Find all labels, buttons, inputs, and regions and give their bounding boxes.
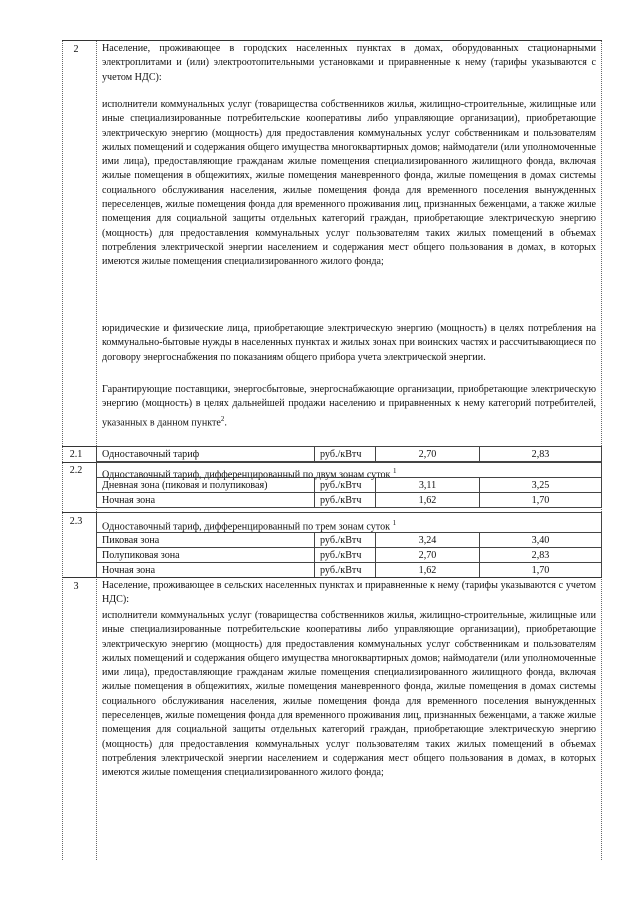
tariff-value: 1,70 — [531, 565, 550, 576]
tariff-label: Ночная зона — [102, 495, 156, 506]
tariff-heading: Одноставочный тариф, дифференцированный по двум зонам суток $^1$ — [102, 467, 397, 481]
tariff-label: Ночная зона — [102, 565, 156, 576]
tariff-unit: руб./кВтч — [320, 550, 362, 561]
tariff-unit: руб./кВтч — [320, 480, 362, 491]
tariff-value: 3,25 — [531, 480, 550, 491]
row2-paragraph-1: исполнители коммунальных услуг (товарищества собственников жилья, жилищно-строительные, жилищные или иные специализированные потребительские кооперативы либо управляющие организации), приобретающие электрическую энергию (мощность) для предоставления коммунальных услуг собственникам и пользователям жилых помещений и содержания общего имущества многоквартирных домов; наймодатели (или уполномоченные ими лица), предоставляющие гражданам жилые помещения специализированного жилищного фонда, включая жилые помещения в общежитиях, жилые помещения маневренного фонда, жилые помещения в домах системы социального обслуживания населения, жилые помещения фонда для временного поселения вынужденных переселенцев, жилые помещения фонда для временного проживания лиц, признанных беженцами, а также жилые помещения для социальной защиты отдельных категорий граждан, приобретающие электрическую энергию (мощность) для предоставления коммунальных услуг пользователям таких жилых помещений в объемах потребления электрической энергии населением и содержания мест общего пользования в домах, в которых имеются жилые помещения специализированного жилого фонда; — [102, 99, 596, 268]
tariff-unit: руб./кВтч — [320, 449, 362, 460]
tariff-unit: руб./кВтч — [320, 535, 362, 546]
row-number: 3 — [73, 581, 79, 592]
row-number: 2 — [73, 44, 79, 55]
row2-paragraph-3: Гарантирующие поставщики, энергосбытовые, энергоснабжающие организации, приобретающие электрическую энергию (мощность) в целях дальнейшей продажи населению и приравненных к нему категорий потребителей, указанных в данном пункте$^2$. — [102, 384, 596, 428]
row3-heading: Население, проживающее в сельских населенных пунктах и приравненные к нему (тарифы указываются с учетом НДС): — [102, 580, 596, 606]
tariff-value: 1,62 — [418, 565, 437, 576]
tariff-unit: руб./кВтч — [320, 565, 362, 576]
tariff-value: 2,83 — [531, 449, 550, 460]
tariff-value: 2,70 — [418, 449, 437, 460]
row2-heading: Население, проживающее в городских населенных пунктах в домах, оборудованных стационарными электроплитами и (или) электроотопительными установками и приравненные к нему (тарифы указываются с учетом НДС): — [102, 43, 596, 83]
tariff-label: Дневная зона (пиковая и полупиковая) — [102, 480, 268, 491]
tariff-label: Полупиковая зона — [102, 550, 180, 561]
tariff-value: 3,40 — [531, 535, 550, 546]
tariff-value: 2,70 — [418, 550, 437, 561]
row3-paragraph-1: исполнители коммунальных услуг (товарищества собственников жилья, жилищно-строительные, жилищные или иные специализированные потребительские кооперативы либо управляющие организации), приобретающие электрическую энергию (мощность) для предоставления коммунальных услуг собственникам и пользователям жилых помещений и содержания общего имущества многоквартирных домов; наймодатели (или уполномоченные ими лица), предоставляющие гражданам жилые помещения специализированного жилищного фонда, включая жилые помещения в общежитиях, жилые помещения маневренного фонда, жилые помещения в домах системы социального обслуживания населения, жилые помещения фонда для временного поселения вынужденных переселенцев, жилые помещения фонда для временного проживания лиц, признанных беженцами, а также жилые помещения для социальной защиты отдельных категорий граждан, приобретающие электрическую энергию (мощность) для предоставления коммунальных услуг пользователям таких жилых помещений в объемах потребления электрической энергии населением и содержания мест общего пользования в домах, в которых имеются жилые помещения специализированного жилого фонда; — [102, 610, 596, 779]
row-number: 2.3 — [69, 516, 83, 527]
tariff-value: 3,11 — [418, 480, 437, 491]
top-border — [62, 40, 602, 41]
tariff-label: Одноставочный тариф — [102, 449, 200, 460]
row-number: 2.2 — [69, 465, 83, 476]
tariff-unit: руб./кВтч — [320, 495, 362, 506]
tariff-value: 3,24 — [418, 535, 437, 546]
document-page — [62, 40, 602, 860]
row2-paragraph-2: юридические и физические лица, приобретающие электрическую энергию (мощность) в целях потребления на коммунально-бытовые нужды в населенных пунктах и жилых зонах при воинских частях и рассчитывающиеся по договору энергоснабжения по показаниям общего прибора учета электрической энергии. — [102, 323, 596, 363]
tariff-value: 1,62 — [418, 495, 437, 506]
tariff-label: Пиковая зона — [102, 535, 160, 546]
tariff-value: 1,70 — [531, 495, 550, 506]
tariff-value: 2,83 — [531, 550, 550, 561]
tariff-heading: Одноставочный тариф, дифференцированный по трем зонам суток $^1$ — [102, 519, 397, 533]
row-number: 2.1 — [69, 449, 83, 460]
